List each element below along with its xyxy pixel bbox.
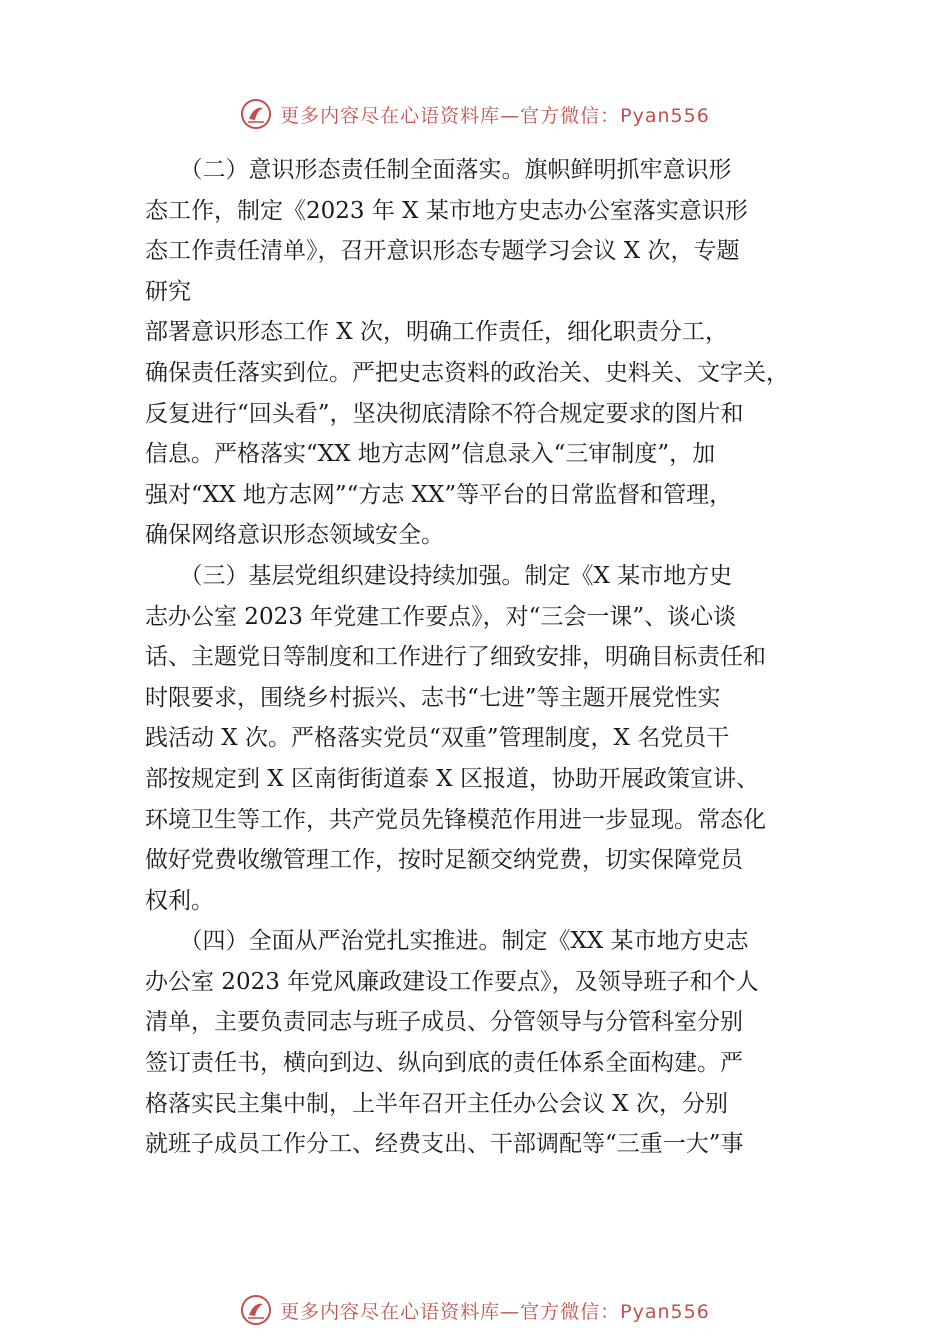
text-line: 环境卫生等工作，共产党员先锋模范作用进一步显现。常态化 (145, 806, 766, 833)
text-line: 强对“XX 地方志网”“方志 XX”等平台的日常监督和管理， (145, 481, 733, 508)
text-line: （四）全面从严治党扎实推进。制定《XX 某市地方史志 (145, 928, 749, 955)
watermark-text: 更多内容尽在心语资料库—官方微信：Pyan556 (280, 104, 710, 127)
text-line: 时限要求，围绕乡村振兴、志书“七进”等主题开展党性实 (145, 684, 721, 711)
text-line: 做好党费收缴管理工作，按时足额交纳党费，切实保障党员 (145, 847, 743, 874)
watermark-logo-icon (240, 1294, 272, 1326)
document-body (145, 150, 835, 1165)
header-watermark (0, 94, 950, 134)
text-line: 志办公室 2023 年党建工作要点》，对“三会一课”、谈心谈 (145, 603, 737, 630)
text-line: 部署意识形态工作 X 次，明确工作责任，细化职责分工， (145, 319, 728, 346)
text-line: 就班子成员工作分工、经费支出、干部调配等“三重一大”事 (145, 1131, 744, 1158)
text-line: 反复进行“回头看”，坚决彻底清除不符合规定要求的图片和 (145, 400, 744, 427)
footer-watermark (0, 1290, 950, 1330)
text-line: （二）意识形态责任制全面落实。旗帜鲜明抓牢意识形 (145, 157, 732, 183)
text-line: 话、主题党日等制度和工作进行了细致安排，明确目标责任和 (145, 644, 766, 671)
text-line: 态工作，制定《2023 年 X 某市地方史志办公室落实意识形 (145, 197, 748, 224)
text-line: 权利。 (145, 887, 214, 914)
text-line: 办公室 2023 年党风廉政建设工作要点》，及领导班子和个人 (145, 968, 759, 995)
text-line: 研究 (145, 278, 191, 305)
text-line: 态工作责任清单》，召开意识形态专题学习会议 X 次，专题 (145, 238, 740, 265)
text-line: 部按规定到 X 区南街街道泰 X 区报道，协助开展政策宣讲、 (145, 765, 759, 792)
text-line: 确保责任落实到位。严把史志资料的政治关、史料关、文字关， (145, 359, 789, 386)
text-line: 信息。严格落实“XX 地方志网”信息录入“三审制度”，加 (145, 441, 716, 468)
text-line: 签订责任书，横向到边、纵向到底的责任体系全面构建。严 (145, 1050, 743, 1077)
text-line: 格落实民主集中制，上半年召开主任办公会议 X 次，分别 (145, 1090, 728, 1117)
text-line: 清单，主要负责同志与班子成员、分管领导与分管科室分别 (145, 1009, 743, 1036)
text-line: 践活动 X 次。严格落实党员“双重”管理制度，X 名党员干 (145, 725, 730, 752)
watermark-logo-icon (240, 98, 272, 130)
text-line: （三）基层党组织建设持续加强。制定《X 某市地方史 (145, 562, 733, 589)
watermark-text: 更多内容尽在心语资料库—官方微信：Pyan556 (280, 1300, 710, 1323)
text-line: 确保网络意识形态领域安全。 (145, 522, 444, 549)
